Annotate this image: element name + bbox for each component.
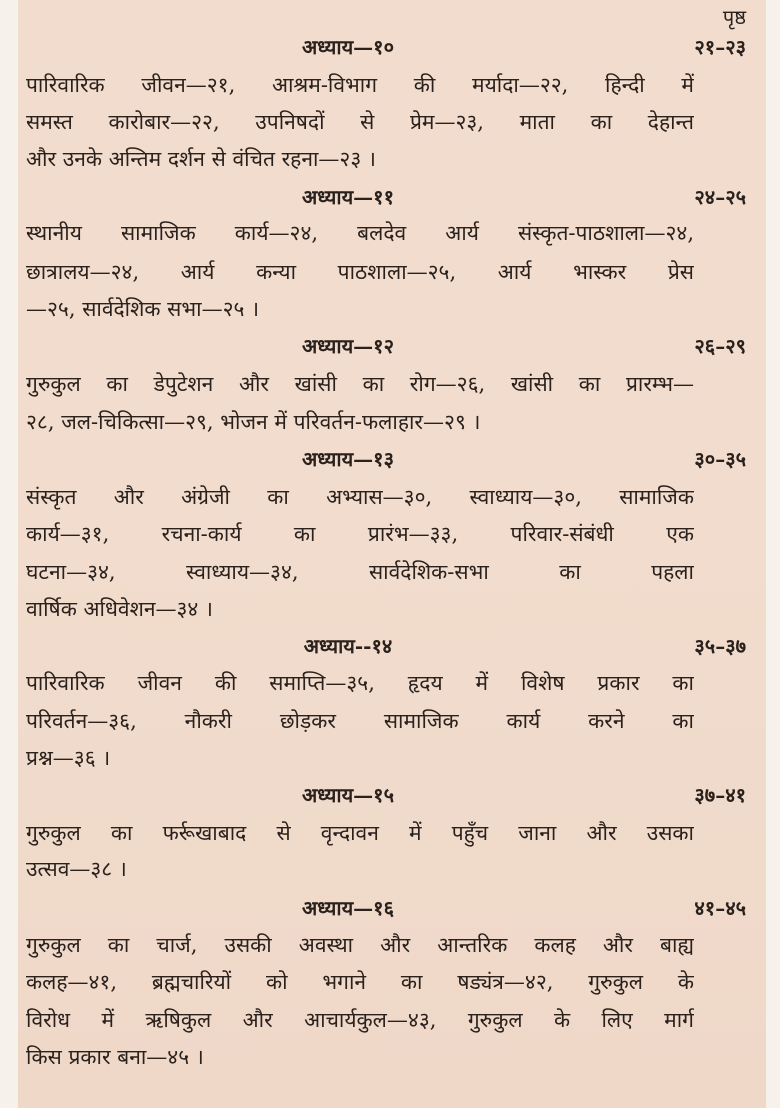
contents-line: कलह—४१, ब्रह्मचारियों को भगाने का षड्यंत्र—४२, गुरुकुल के [26,970,694,994]
contents-line: वार्षिक अधिवेशन—३४ । [26,597,213,621]
contents-line: २८, जल-चिकित्सा—२९, भोजन में परिवर्तन-फलाहार—२९ । [26,410,481,434]
page-column-label: पृष्ठ [722,5,746,29]
contents-line: —२५, सार्वदेशिक सभा—२५ । [26,297,260,321]
contents-line: स्थानीय सामाजिक कार्य—२४, बलदेव आर्य संस्कृत-पाठशाला—२४, [26,221,694,245]
chapter-heading: अध्याय—१० [302,35,394,59]
contents-line: प्रश्न—३६ । [26,746,111,770]
contents-line: गुरुकुल का डेपुटेशन और खांसी का रोग—२६, खांसी का प्रारम्भ— [26,372,694,396]
chapter-page-range: ३५–३७ [694,634,746,658]
contents-line: गुरुकुल का फर्रूखाबाद से वृन्दावन में पहुँच जाना और उसका [26,821,694,845]
chapter-heading: अध्याय—१५ [302,783,394,807]
contents-line: पारिवारिक जीवन—२१, आश्रम-विभाग की मर्यादा—२२, हिन्दी में [26,73,694,97]
contents-line: और उनके अन्तिम दर्शन से वंचित रहना—२३ । [26,147,376,171]
contents-line: परिवर्तन—३६, नौकरी छोड़कर सामाजिक कार्य करने का [26,709,694,733]
chapter-page-range: २४–२५ [694,185,746,209]
chapter-heading: अध्याय--१४ [303,634,393,658]
chapter-page-range: ४१–४५ [694,896,746,920]
contents-line: पारिवारिक जीवन की समाप्ति—३५, हृदय में विशेष प्रकार का [26,671,694,695]
contents-line: उत्सव—३८ । [26,857,127,881]
chapter-page-range: ३०–३५ [694,447,746,471]
contents-line: गुरुकुल का चार्ज, उसकी अवस्था और आन्तरिक कलह और बाह्य [26,933,694,957]
chapter-heading: अध्याय—१६ [302,896,394,920]
contents-line: छात्रालय—२४, आर्य कन्या पाठशाला—२५, आर्य भास्कर प्रेस [26,260,694,284]
book-page [18,0,766,1108]
chapter-page-range: २१–२३ [694,35,746,59]
contents-line: कार्य—३१, रचना-कार्य का प्रारंभ—३३, परिवार-संबंधी एक [26,522,694,546]
chapter-page-range: २६–२९ [694,334,746,358]
chapter-heading: अध्याय—१२ [302,334,394,358]
chapter-heading: अध्याय—११ [302,185,394,209]
contents-line: किस प्रकार बना—४५ । [26,1045,204,1069]
contents-line: संस्कृत और अंग्रेजी का अभ्यास—३०, स्वाध्याय—३०, सामाजिक [26,485,694,509]
contents-line: घटना—३४, स्वाध्याय—३४, सार्वदेशिक-सभा का पहला [26,560,694,584]
chapter-heading: अध्याय—१३ [302,447,394,471]
contents-line: विरोध में ऋषिकुल और आचार्यकुल—४३, गुरुकुल के लिए मार्ग [26,1008,694,1032]
contents-line: समस्त कारोबार—२२, उपनिषदों से प्रेम—२३, माता का देहान्त [26,110,694,134]
chapter-page-range: ३७–४१ [694,783,746,807]
